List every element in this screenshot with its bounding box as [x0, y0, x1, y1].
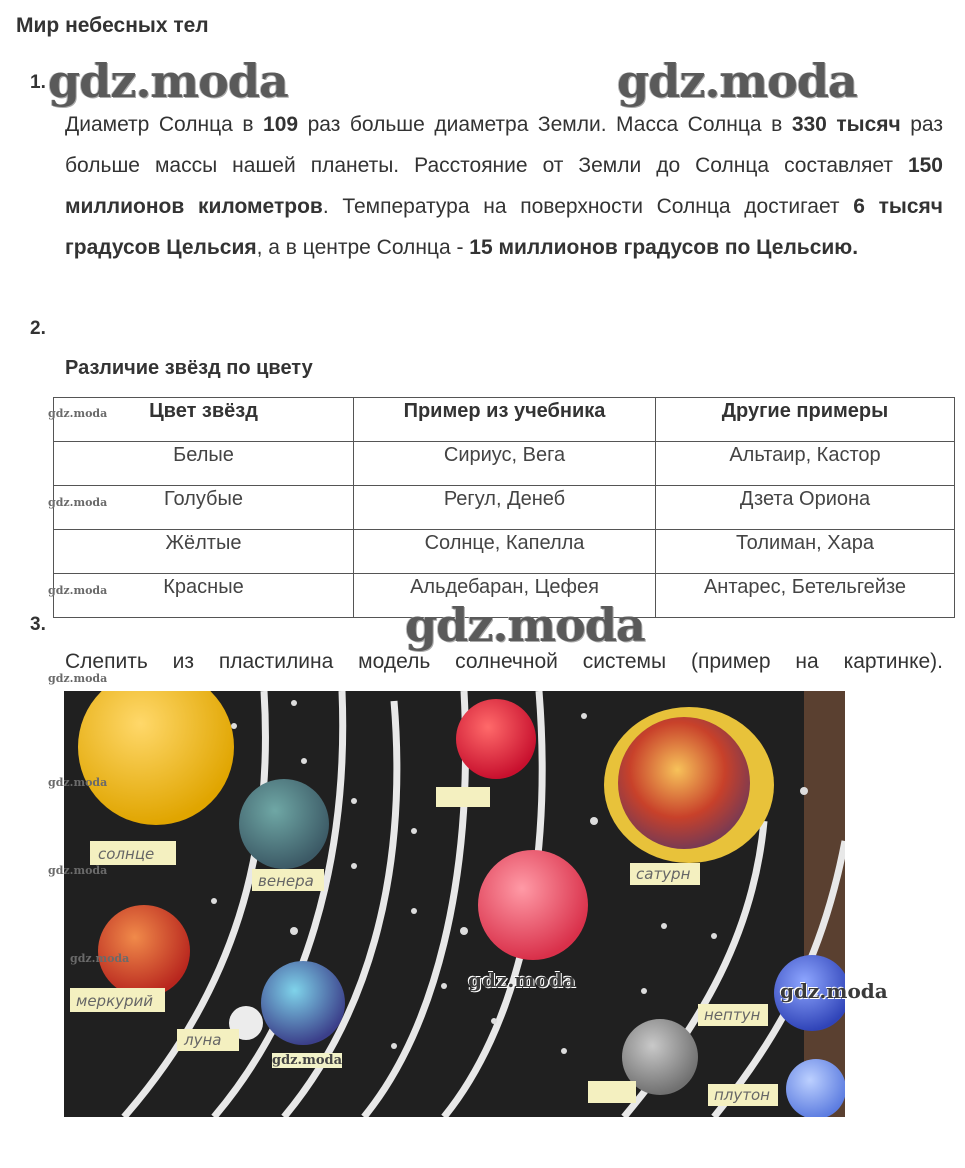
table-row	[54, 442, 955, 486]
table-title: Различие звёзд по цвету	[65, 357, 313, 379]
mercury-model	[98, 905, 190, 997]
table-row	[54, 530, 955, 574]
table-cell: Альдебаран, Цефея	[354, 574, 656, 618]
column-header: Пример из учебника	[354, 398, 656, 442]
table-cell: Толиман, Хара	[656, 530, 955, 574]
watermark-logo: gdz.moda	[617, 54, 857, 108]
highlighted-value: 150 миллионов километров	[65, 154, 943, 218]
paragraph-text: . Температура на поверхности Солнца достигает	[322, 195, 854, 218]
highlighted-value: 109	[263, 113, 299, 136]
table-cell: Антарес, Бетельгейзе	[656, 574, 955, 618]
paragraph-text: раз больше массы нашей планеты. Расстояние от Земли до Солнца составляет	[65, 113, 943, 177]
task-2-number: 2.	[30, 318, 46, 339]
table-cell: Альтаир, Кастор	[656, 442, 955, 486]
label-venus: венера	[258, 872, 314, 890]
watermark-mid: gdz.moda	[468, 968, 576, 992]
table-cell: Регул, Денеб	[354, 486, 656, 530]
column-header: Цвет звёзд	[54, 398, 354, 442]
paragraph-text: Диаметр Солнца в	[65, 113, 264, 136]
paragraph-text: раз больше диаметра Земли. Масса Солнца в	[298, 113, 792, 136]
page-title: Мир небесных тел	[16, 14, 209, 37]
task-1-number: 1.	[30, 72, 46, 93]
label-mercury: меркурий	[76, 992, 154, 1010]
table-cell: Дзета Ориона	[656, 486, 955, 530]
watermark-logo: gdz.moda	[48, 54, 288, 108]
earth-model	[261, 961, 345, 1045]
watermark-small: gdz.moda	[48, 496, 108, 509]
table-header-row	[54, 398, 955, 442]
board-edge	[804, 691, 845, 1117]
watermark-small: gdz.moda	[48, 672, 108, 685]
solar-system-model-photo	[64, 691, 845, 1117]
label-sun: солнце	[98, 845, 155, 863]
label-moon: луна	[184, 1031, 222, 1049]
paragraph-text: , а в центре Солнца -	[256, 236, 470, 259]
star-color-table	[53, 397, 955, 618]
table-cell: Красные	[54, 574, 354, 618]
task-3-text: Слепить из пластилина модель солнечной системы (пример на картинке).	[65, 650, 943, 673]
mars-model	[456, 699, 536, 779]
watermark-small: gdz.moda	[48, 864, 108, 877]
watermark-logo: gdz.moda	[405, 598, 645, 652]
watermark-small: gdz.moda	[48, 407, 108, 420]
label-neptune: нептун	[704, 1006, 761, 1024]
column-header: Другие примеры	[656, 398, 955, 442]
watermark-small: gdz.moda	[48, 776, 108, 789]
venus-model	[239, 779, 329, 869]
table-row	[54, 486, 955, 530]
table-cell: Солнце, Капелла	[354, 530, 656, 574]
watermark-small: gdz.moda	[272, 1053, 343, 1068]
saturn-model	[618, 717, 750, 849]
label-pluto: плутон	[714, 1086, 770, 1104]
table-cell: Голубые	[54, 486, 354, 530]
table-cell: Белые	[54, 442, 354, 486]
table-cell: Жёлтые	[54, 530, 354, 574]
highlighted-value: 15 миллионов градусов по Цельсию.	[469, 236, 859, 259]
highlighted-value: 6 тысяч градусов Цельсия	[65, 195, 943, 259]
task-3-number: 3.	[30, 614, 46, 635]
jupiter-model	[478, 850, 588, 960]
label-saturn: сатурн	[636, 865, 691, 883]
task-1-paragraph	[65, 104, 943, 268]
table-cell: Сириус, Вега	[354, 442, 656, 486]
watermark-mid: gdz.moda	[780, 979, 888, 1003]
watermark-small: gdz.moda	[70, 952, 130, 965]
watermark-small: gdz.moda	[48, 584, 108, 597]
highlighted-value: 330 тысяч	[791, 113, 901, 136]
